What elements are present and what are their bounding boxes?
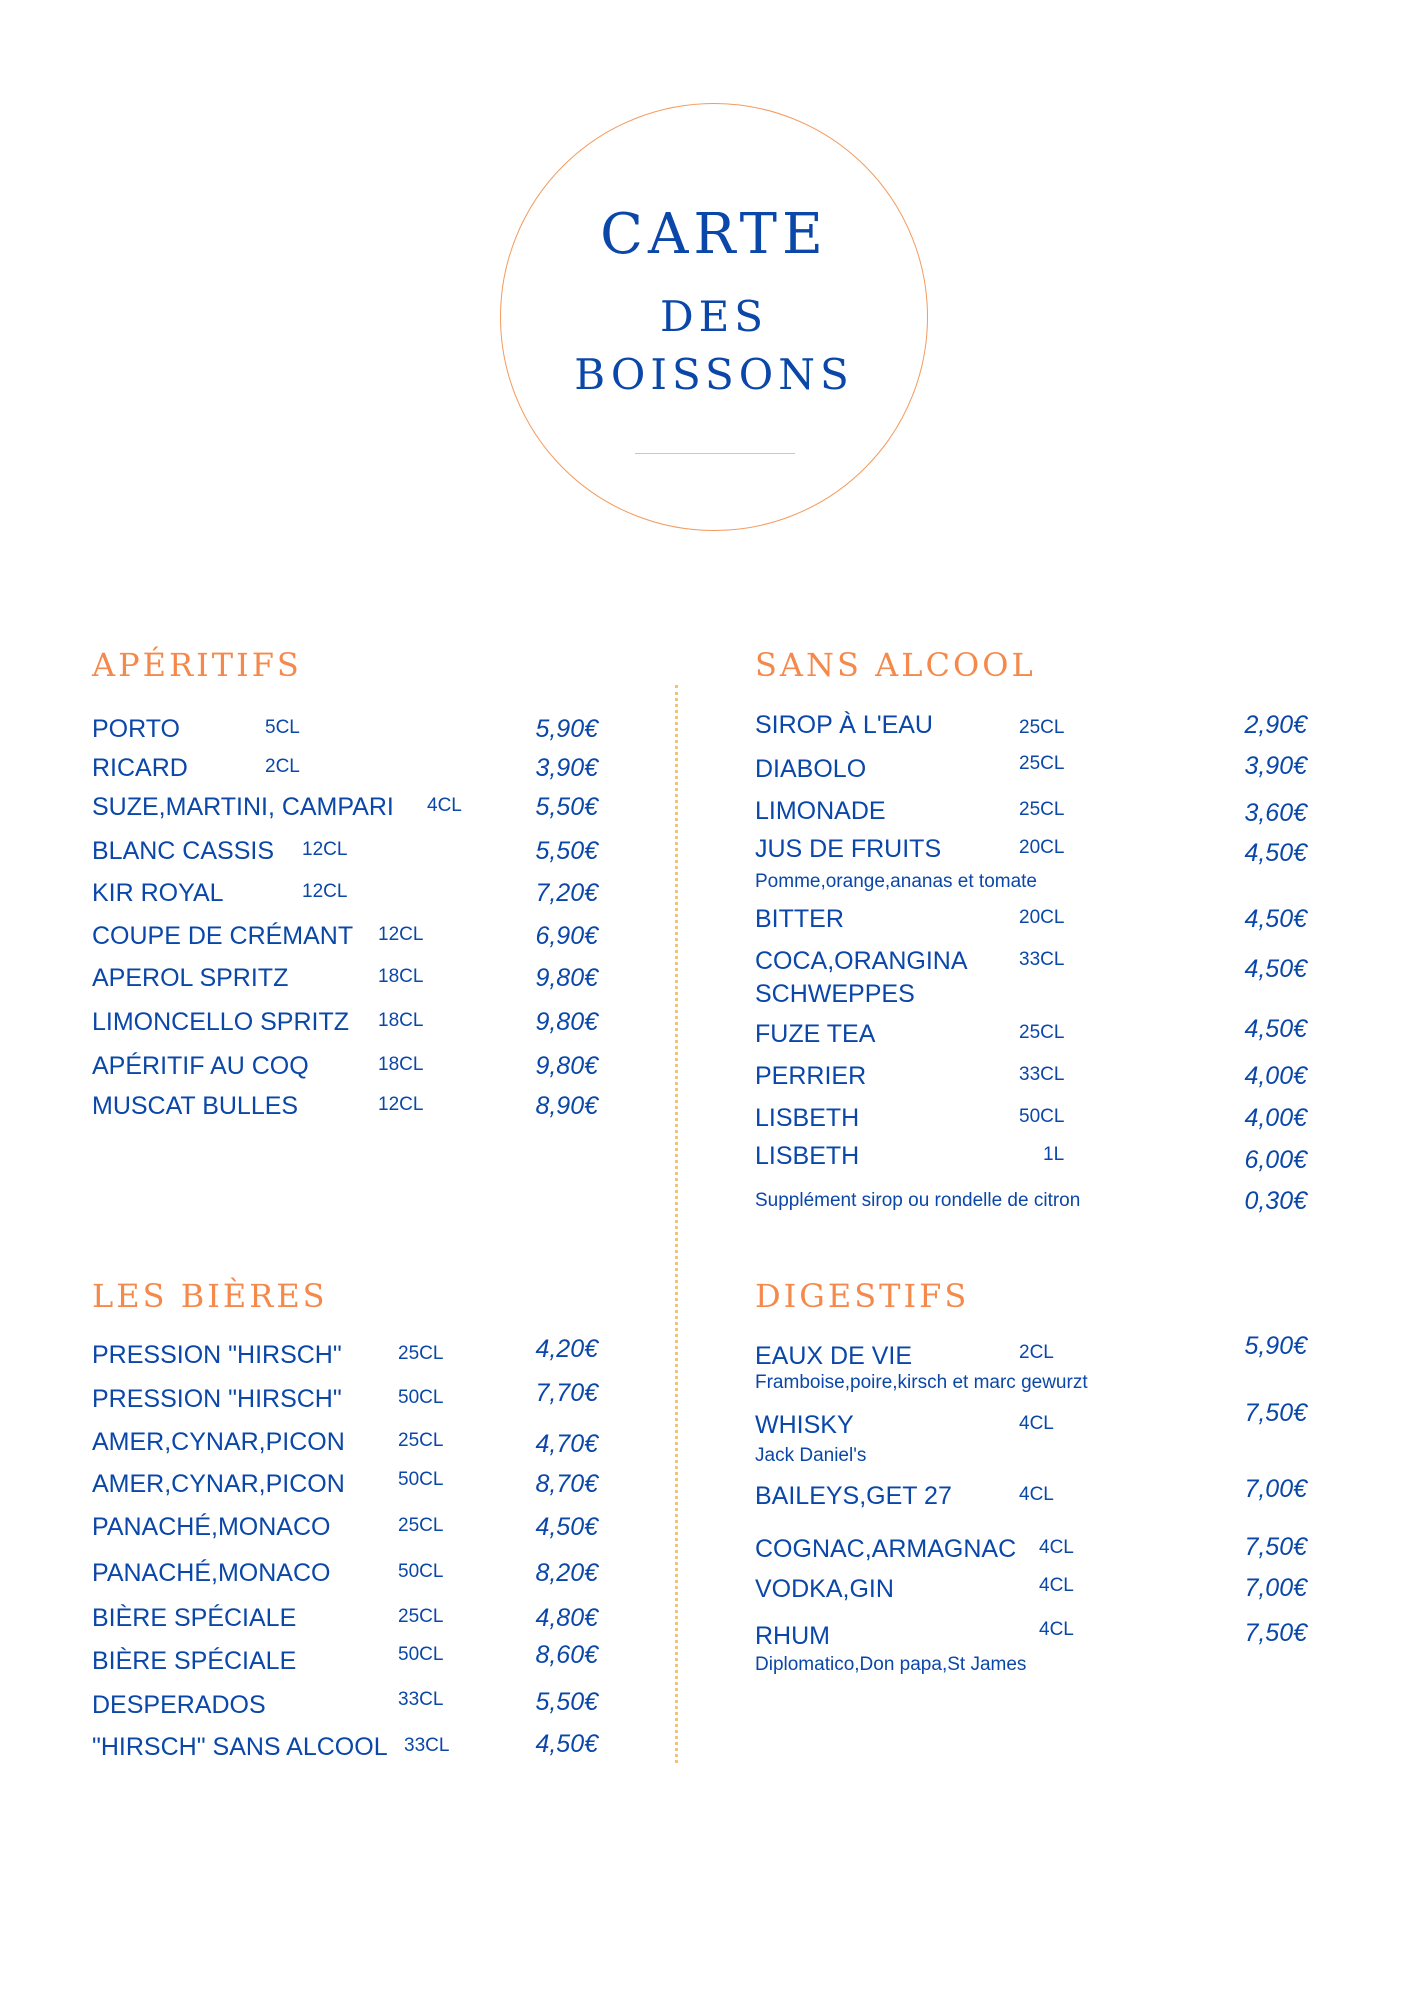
- section-title-bieres: LES BIÈRES: [92, 1277, 328, 1315]
- item-volume: 50CL: [398, 1387, 444, 1408]
- menu-item-aperol-spritz: [92, 963, 598, 993]
- item-price: 9,80€: [535, 1052, 598, 1080]
- item-volume: 12CL: [378, 1094, 424, 1115]
- item-volume: 25CL: [1019, 717, 1065, 738]
- menu-item-panache-25: [92, 1512, 598, 1542]
- item-volume: 33CL: [1019, 949, 1065, 970]
- item-name: LIMONCELLO SPRITZ: [92, 1008, 349, 1036]
- menu-item-baileys: [755, 1475, 1307, 1511]
- column-divider: [675, 685, 678, 1763]
- item-volume: 18CL: [378, 966, 424, 987]
- item-volume: 50CL: [398, 1469, 444, 1490]
- item-volume: 20CL: [1019, 837, 1065, 858]
- item-volume: 5CL: [265, 717, 300, 738]
- item-name: BAILEYS,GET 27: [755, 1482, 952, 1510]
- item-price: 9,80€: [535, 1008, 598, 1036]
- supplement-row: [755, 1186, 1307, 1216]
- item-name: FUZE TEA: [755, 1020, 876, 1048]
- item-price: 7,50€: [1244, 1619, 1307, 1647]
- item-name: DIABOLO: [755, 755, 867, 783]
- item-name: BIÈRE SPÉCIALE: [92, 1647, 297, 1675]
- item-price: 7,50€: [1244, 1533, 1307, 1561]
- item-name: APEROL SPRITZ: [92, 964, 289, 992]
- item-name: WHISKY: [755, 1411, 854, 1439]
- title-circle: [500, 103, 928, 531]
- menu-item-ricard: [92, 753, 598, 783]
- item-name: BITTER: [755, 905, 844, 933]
- item-name: COCA,ORANGINA: [755, 947, 968, 975]
- menu-item-panache-50: [92, 1558, 598, 1588]
- item-name: PERRIER: [755, 1062, 867, 1090]
- item-name: LISBETH: [755, 1104, 860, 1132]
- item-name: APÉRITIF AU COQ: [92, 1052, 309, 1080]
- menu-item-blanc-cassis: [92, 836, 598, 866]
- item-volume: 4CL: [1039, 1619, 1074, 1640]
- title-des: DES: [659, 292, 769, 341]
- menu-item-lisbeth-50: [755, 1103, 1307, 1133]
- item-price: 4,00€: [1244, 1062, 1307, 1090]
- menu-item-biere-speciale-25: [92, 1603, 598, 1633]
- item-volume: 12CL: [378, 924, 424, 945]
- item-price: 7,00€: [1244, 1475, 1307, 1503]
- item-volume: 25CL: [1019, 799, 1065, 820]
- item-price: 6,90€: [535, 922, 598, 950]
- item-name: SUZE,MARTINI, CAMPARI: [92, 793, 394, 821]
- menu-item-perrier: [755, 1061, 1307, 1091]
- menu-item-jus-de-fruits: [755, 834, 1307, 867]
- item-name: RICARD: [92, 754, 188, 782]
- menu-item-coupe-cremant: [92, 921, 598, 951]
- title-underline: [635, 453, 795, 454]
- item-price: 8,90€: [535, 1092, 598, 1120]
- item-note-jus-de-fruits: Pomme,orange,ananas et tomate: [755, 871, 1038, 892]
- item-volume: 25CL: [398, 1343, 444, 1364]
- item-price: 4,50€: [1244, 955, 1307, 983]
- item-volume: 33CL: [398, 1689, 444, 1710]
- item-name: DESPERADOS: [92, 1691, 266, 1719]
- item-volume: 25CL: [398, 1515, 444, 1536]
- item-volume: 25CL: [398, 1430, 444, 1451]
- menu-item-bitter: [755, 904, 1307, 934]
- menu-item-diabolo: [755, 754, 1307, 784]
- item-volume: 25CL: [398, 1606, 444, 1627]
- item-note-eaux-de-vie: Framboise,poire,kirsch et marc gewurzt: [755, 1372, 1088, 1393]
- item-volume: 4CL: [1039, 1575, 1074, 1596]
- item-price: 3,60€: [1244, 799, 1307, 827]
- supplement-label: Supplément sirop ou rondelle de citron: [755, 1190, 1081, 1211]
- item-price: 5,50€: [535, 793, 598, 821]
- menu-item-desperados: [92, 1690, 598, 1720]
- item-volume: 18CL: [378, 1054, 424, 1075]
- item-price: 7,20€: [535, 879, 598, 907]
- title-boissons: BOISSONS: [574, 350, 854, 399]
- item-price: 4,80€: [535, 1604, 598, 1632]
- item-name-line2: SCHWEPPES: [755, 980, 915, 1008]
- menu-item-biere-speciale-50: [92, 1641, 598, 1676]
- menu-item-amer-25: [92, 1427, 598, 1457]
- menu-item-muscat-bulles: [92, 1091, 598, 1121]
- menu-item-pression-25: [92, 1335, 598, 1370]
- item-price: 4,50€: [1244, 1015, 1307, 1043]
- item-volume: 4CL: [1039, 1537, 1074, 1558]
- item-name: PRESSION "HIRSCH": [92, 1385, 342, 1413]
- item-name: VODKA,GIN: [755, 1575, 894, 1603]
- item-price: 4,70€: [535, 1430, 598, 1458]
- item-price: 8,20€: [535, 1559, 598, 1587]
- item-volume: 33CL: [1019, 1064, 1065, 1085]
- item-name: COGNAC,ARMAGNAC: [755, 1535, 1017, 1563]
- item-price: 6,00€: [1244, 1146, 1307, 1174]
- menu-item-eaux-de-vie: [755, 1332, 1307, 1371]
- item-price: 3,90€: [535, 754, 598, 782]
- item-name: BIÈRE SPÉCIALE: [92, 1604, 297, 1632]
- item-name: "HIRSCH" SANS ALCOOL: [92, 1733, 388, 1761]
- menu-item-sirop-eau: [755, 711, 1307, 744]
- item-name: LISBETH: [755, 1142, 860, 1170]
- item-name: RHUM: [755, 1622, 830, 1650]
- menu-item-lisbeth-1l: [755, 1141, 1307, 1174]
- item-price: 8,70€: [535, 1470, 598, 1498]
- supplement-price: 0,30€: [1244, 1187, 1307, 1215]
- item-name: LIMONADE: [755, 797, 886, 825]
- menu-item-hirsch-sans-alcool: [92, 1732, 598, 1762]
- item-volume: 50CL: [398, 1561, 444, 1582]
- item-name: COUPE DE CRÉMANT: [92, 922, 354, 950]
- item-volume: 25CL: [1019, 753, 1065, 774]
- menu-item-porto: [92, 714, 598, 744]
- item-volume: 50CL: [398, 1644, 444, 1665]
- item-volume: 2CL: [265, 756, 300, 777]
- item-volume: 12CL: [302, 839, 348, 860]
- item-price: 3,90€: [1244, 752, 1307, 780]
- item-price: 4,50€: [535, 1730, 598, 1758]
- item-volume: 25CL: [1019, 1022, 1065, 1043]
- item-price: 9,80€: [535, 964, 598, 992]
- item-price: 5,50€: [535, 1688, 598, 1716]
- title-carte: CARTE: [600, 202, 828, 267]
- item-price: 7,50€: [1244, 1399, 1307, 1427]
- menu-item-rhum: [755, 1621, 1307, 1651]
- item-price: 4,00€: [1244, 1104, 1307, 1132]
- item-volume: 4CL: [427, 795, 462, 816]
- item-name: BLANC CASSIS: [92, 837, 275, 865]
- item-price: 7,00€: [1244, 1574, 1307, 1602]
- item-volume: 1L: [1043, 1144, 1065, 1165]
- menu-item-suze: [92, 792, 598, 822]
- item-note-rhum: Diplomatico,Don papa,St James: [755, 1654, 1027, 1675]
- item-price: 5,90€: [1244, 1332, 1307, 1360]
- item-name: PRESSION "HIRSCH": [92, 1341, 342, 1369]
- item-name: PANACHÉ,MONACO: [92, 1513, 331, 1541]
- section-title-aperitifs: APÉRITIFS: [92, 646, 302, 684]
- menu-item-limoncello-spritz: [92, 1007, 598, 1037]
- item-price: 2,90€: [1244, 711, 1307, 739]
- item-price: 4,20€: [535, 1335, 598, 1363]
- item-name: JUS DE FRUITS: [755, 835, 942, 863]
- item-volume: 12CL: [302, 881, 348, 902]
- menu-item-limonade: [755, 796, 1307, 826]
- menu-item-fuze-tea: [755, 1015, 1307, 1049]
- menu-item-aperitif-au-coq: [92, 1051, 598, 1081]
- item-volume: 20CL: [1019, 907, 1065, 928]
- menu-item-cognac: [755, 1534, 1307, 1564]
- section-title-digestifs: DIGESTIFS: [755, 1277, 970, 1315]
- item-price: 4,50€: [535, 1513, 598, 1541]
- item-volume: 4CL: [1019, 1484, 1054, 1505]
- item-price: 5,50€: [535, 837, 598, 865]
- item-volume: 33CL: [404, 1735, 450, 1756]
- menu-item-kir-royal: [92, 878, 598, 908]
- item-name: AMER,CYNAR,PICON: [92, 1428, 345, 1456]
- item-price: 4,50€: [1244, 905, 1307, 933]
- menu-item-amer-50: [92, 1469, 598, 1499]
- section-title-sans-alcool: SANS ALCOOL: [755, 646, 1036, 684]
- item-name: SIROP À L'EAU: [755, 711, 933, 739]
- menu-item-whisky: [755, 1399, 1307, 1440]
- item-name: AMER,CYNAR,PICON: [92, 1470, 345, 1498]
- item-name: MUSCAT BULLES: [92, 1092, 299, 1120]
- menu-item-vodka-gin: [755, 1574, 1307, 1604]
- item-volume: 2CL: [1019, 1342, 1054, 1363]
- item-volume: 18CL: [378, 1010, 424, 1031]
- menu-item-coca-orangina: [755, 946, 1307, 1008]
- item-note-whisky: Jack Daniel's: [755, 1445, 867, 1466]
- item-volume: 50CL: [1019, 1106, 1065, 1127]
- item-price: 8,60€: [535, 1641, 598, 1669]
- item-name: EAUX DE VIE: [755, 1342, 912, 1370]
- item-name: PORTO: [92, 715, 180, 743]
- item-price: 5,90€: [535, 715, 598, 743]
- item-price: 4,50€: [1244, 839, 1307, 867]
- item-name: KIR ROYAL: [92, 879, 224, 907]
- item-name: PANACHÉ,MONACO: [92, 1559, 331, 1587]
- menu-item-pression-50: [92, 1379, 598, 1414]
- item-price: 7,70€: [535, 1379, 598, 1407]
- item-volume: 4CL: [1019, 1413, 1054, 1434]
